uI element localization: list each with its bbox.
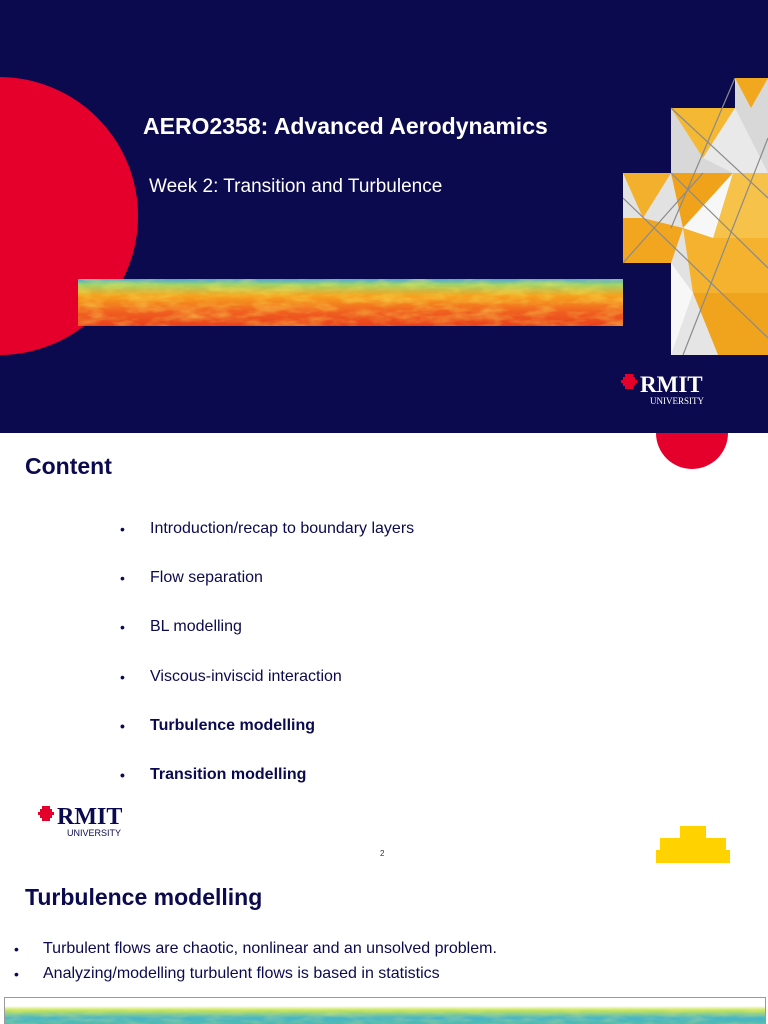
- list-item: • Viscous-inviscid interaction: [120, 667, 414, 716]
- rmit-wordmark: RMIT: [57, 804, 123, 830]
- rmit-logo: [38, 803, 138, 839]
- rmit-tagline: UNIVERSITY: [67, 828, 122, 838]
- rmit-logo: [621, 371, 717, 407]
- turbulence-field-image: [4, 997, 766, 1024]
- list-item: • Transition modelling: [120, 765, 414, 814]
- content-heading: Content: [25, 453, 112, 479]
- content-slide: [0, 433, 768, 863]
- turbulence-modelling-slide: [0, 863, 768, 1024]
- turbulence-contour-image: [78, 279, 664, 326]
- turbulence-heading: Turbulence modelling: [25, 884, 263, 910]
- list-item: • Turbulent flows are chaotic, nonlinear and an unsolved problem.: [14, 939, 497, 964]
- list-item: • Turbulence modelling: [120, 716, 414, 765]
- rmit-wordmark: RMIT: [640, 372, 703, 397]
- yellow-red-decoration: [656, 826, 730, 863]
- red-semicircle-decoration: [656, 433, 728, 469]
- list-item: • Flow separation: [120, 568, 414, 617]
- list-item: • Analyzing/modelling turbulent flows is based in statistics: [14, 964, 497, 989]
- list-item: • BL modelling: [120, 617, 414, 666]
- title-slide: [0, 0, 768, 433]
- rmit-pixel-mark: [38, 806, 54, 821]
- slide-title: AERO2358: Advanced Aerodynamics: [143, 113, 548, 139]
- rmit-tagline: UNIVERSITY: [650, 396, 704, 406]
- page-number: 2: [380, 849, 385, 858]
- turbulence-bullets: [14, 939, 497, 989]
- architecture-photo: [623, 78, 768, 355]
- content-list: [120, 519, 414, 814]
- list-item: • Introduction/recap to boundary layers: [120, 519, 414, 568]
- slide-subtitle: Week 2: Transition and Turbulence: [149, 176, 443, 197]
- turbulence-field-plot: [5, 998, 766, 1024]
- rmit-pixel-mark: [621, 374, 637, 389]
